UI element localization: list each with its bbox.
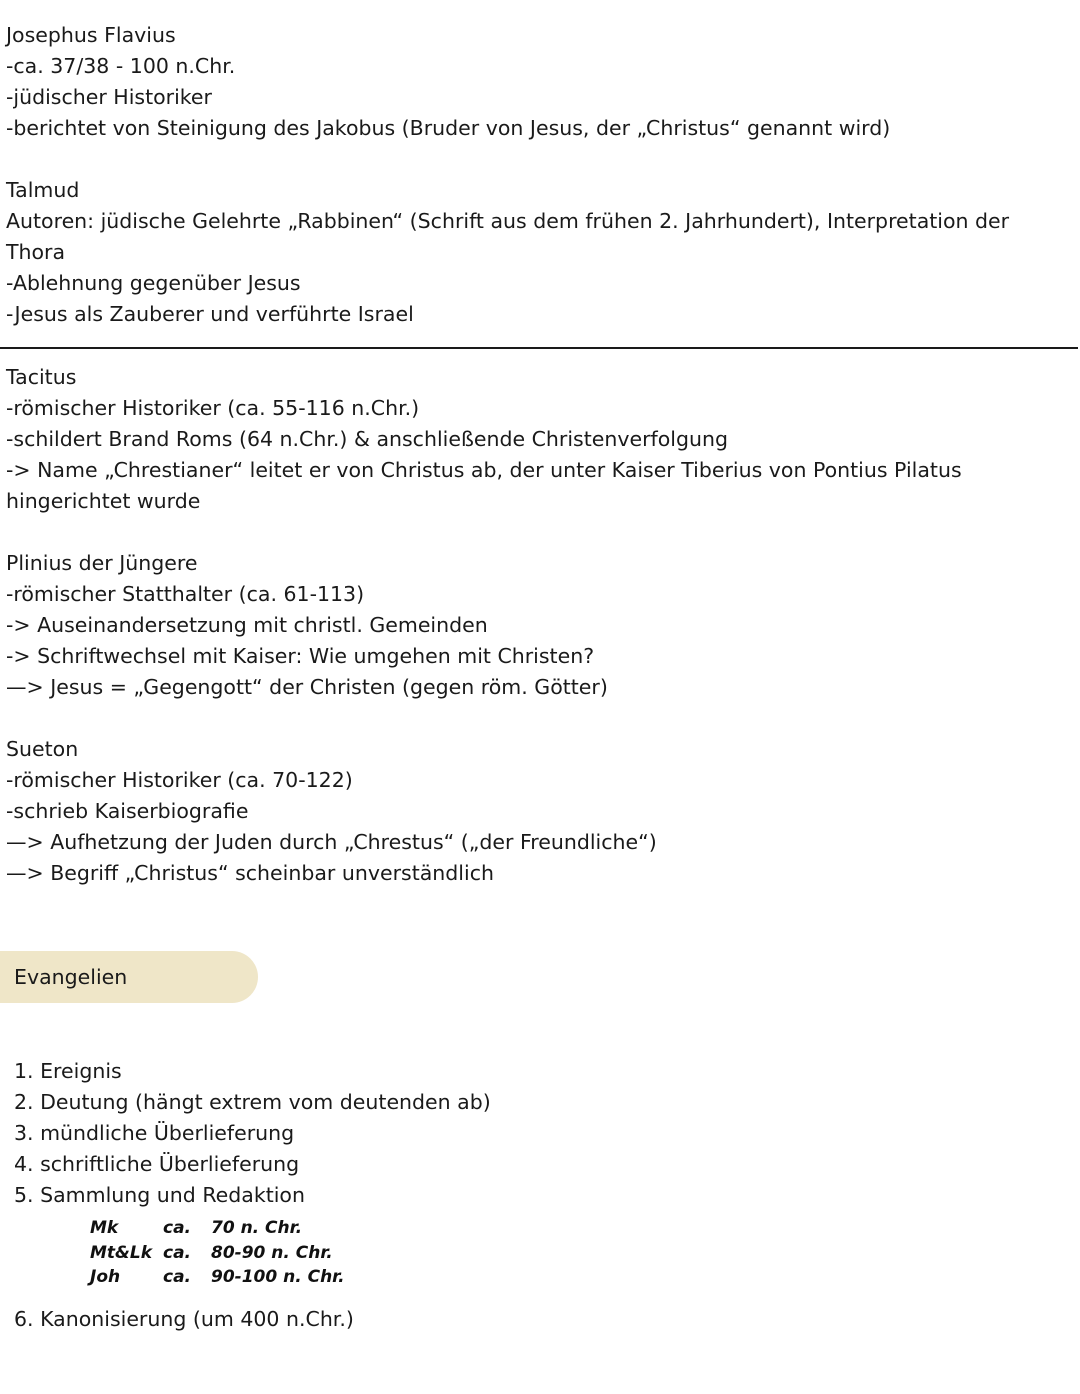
note-line: -> Auseinandersetzung mit christl. Gemeinden xyxy=(6,613,488,638)
date-row xyxy=(90,1241,345,1266)
note-line: -> Schriftwechsel mit Kaiser: Wie umgehen mit Christen? xyxy=(6,644,595,669)
handwritten-dates xyxy=(90,1216,345,1290)
list-item: 2. Deutung (hängt extrem vom deutenden ab) xyxy=(14,1090,491,1115)
section-title: Sueton xyxy=(6,737,79,761)
note-line: -römischer Historiker (ca. 70-122) xyxy=(6,768,353,793)
circa-label: ca. xyxy=(163,1267,192,1287)
circa-label: ca. xyxy=(163,1242,192,1263)
evangelien-steps xyxy=(14,1056,491,1211)
section-title: Talmud xyxy=(6,178,80,202)
circa-label: ca. xyxy=(163,1218,192,1238)
note-line: Thora xyxy=(6,240,66,265)
date-value: 90-100 n. Chr. xyxy=(211,1267,345,1287)
note-line: —> Jesus = „Gegengott“ der Christen (gegen röm. Götter) xyxy=(6,675,608,700)
section-title: Plinius der Jüngere xyxy=(6,551,198,575)
book-name: Mt&Lk xyxy=(90,1242,153,1263)
note-line: -schrieb Kaiserbiografie xyxy=(6,799,249,824)
note-line: -römischer Statthalter (ca. 61-113) xyxy=(6,582,365,607)
date-row xyxy=(90,1216,345,1241)
section-tacitus xyxy=(6,362,1060,517)
list-item: 4. schriftliche Überlieferung xyxy=(14,1152,300,1177)
section-sueton xyxy=(6,734,1060,889)
section-title: Josephus Flavius xyxy=(6,23,176,47)
note-line: -ca. 37/38 - 100 n.Chr. xyxy=(6,54,236,79)
note-line: -schildert Brand Roms (64 n.Chr.) & anschließende Christenverfolgung xyxy=(6,427,728,452)
note-line: -jüdischer Historiker xyxy=(6,85,212,110)
date-value: 70 n. Chr. xyxy=(211,1218,303,1238)
section-josephus xyxy=(6,20,1060,144)
note-line: -> Name „Chrestianer“ leitet er von Christus ab, der unter Kaiser Tiberius von Pontius Pilatus xyxy=(6,458,962,483)
note-line: -Ablehnung gegenüber Jesus xyxy=(6,271,301,296)
list-item: 1. Ereignis xyxy=(14,1059,122,1083)
note-line: Autoren: jüdische Gelehrte „Rabbinen“ (Schrift aus dem frühen 2. Jahrhundert), Interpretation der xyxy=(6,209,1010,234)
evangelien-final-step xyxy=(14,1304,354,1335)
book-name: Joh xyxy=(90,1267,121,1287)
date-value: 80-90 n. Chr. xyxy=(211,1242,333,1263)
evangelien-heading xyxy=(0,951,258,1003)
date-row xyxy=(90,1265,345,1290)
note-line: —> Begriff „Christus“ scheinbar unverständlich xyxy=(6,861,494,886)
note-line: -berichtet von Steinigung des Jakobus (Bruder von Jesus, der „Christus“ genannt wird) xyxy=(6,116,891,141)
book-name: Mk xyxy=(90,1218,119,1238)
section-talmud xyxy=(6,175,1060,330)
section-title: Tacitus xyxy=(6,365,77,389)
list-item: 5. Sammlung und Redaktion xyxy=(14,1183,305,1208)
list-item: 3. mündliche Überlieferung xyxy=(14,1121,295,1146)
evangelien-heading-label: Evangelien xyxy=(14,965,128,989)
section-divider xyxy=(0,347,1078,349)
note-line: hingerichtet wurde xyxy=(6,489,201,514)
note-line: -römischer Historiker (ca. 55-116 n.Chr.) xyxy=(6,396,420,421)
section-plinius xyxy=(6,548,1060,703)
note-line: -Jesus als Zauberer und verführte Israel xyxy=(6,302,414,327)
note-line: —> Aufhetzung der Juden durch „Chrestus“ („der Freundliche“) xyxy=(6,830,657,855)
list-item: 6. Kanonisierung (um 400 n.Chr.) xyxy=(14,1307,354,1331)
